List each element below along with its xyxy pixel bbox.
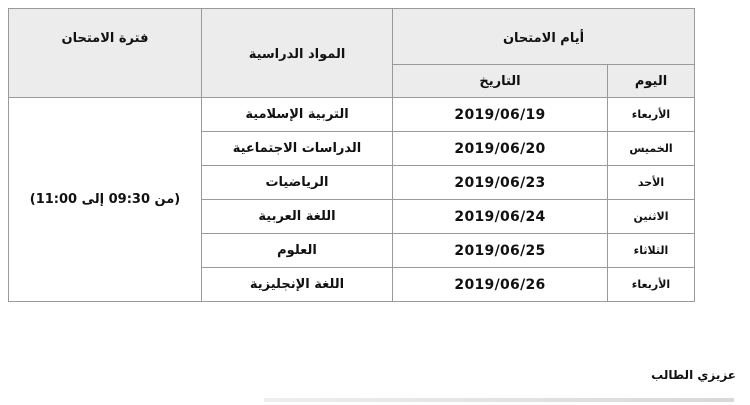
subject-cell: العلوم [202,234,393,268]
subject-cell: الرياضيات [202,166,393,200]
subject-cell: اللغة العربية [202,200,393,234]
subject-cell: اللغة الإنجليزية [202,268,393,302]
subject-cell: التربية الإسلامية [202,98,393,132]
student-greeting: عزيزي الطالب [651,368,736,382]
date-cell: 2019/06/25 [393,234,608,268]
date-cell: 2019/06/19 [393,98,608,132]
day-cell: الأربعاء [608,268,695,302]
day-cell: الثلاثاء [608,234,695,268]
header-date: التاريخ [393,65,608,98]
table-row [9,98,695,132]
day-cell: الأحد [608,166,695,200]
header-day: اليوم [608,65,695,98]
day-cell: الخميس [608,132,695,166]
day-cell: الأربعاء [608,98,695,132]
day-cell: الاثنين [608,200,695,234]
header-row-top [9,9,695,65]
exam-period-cell: (من 09:30 إلى 11:00) [9,98,202,302]
date-cell: 2019/06/20 [393,132,608,166]
exam-schedule-table [8,8,695,302]
date-cell: 2019/06/26 [393,268,608,302]
header-exam-period: فترة الامتحان [9,9,202,98]
date-cell: 2019/06/23 [393,166,608,200]
cropped-text-line [264,398,734,402]
date-cell: 2019/06/24 [393,200,608,234]
subject-cell: الدراسات الاجتماعية [202,132,393,166]
header-exam-days: أيام الامتحان [393,9,695,65]
header-subjects: المواد الدراسية [202,9,393,98]
